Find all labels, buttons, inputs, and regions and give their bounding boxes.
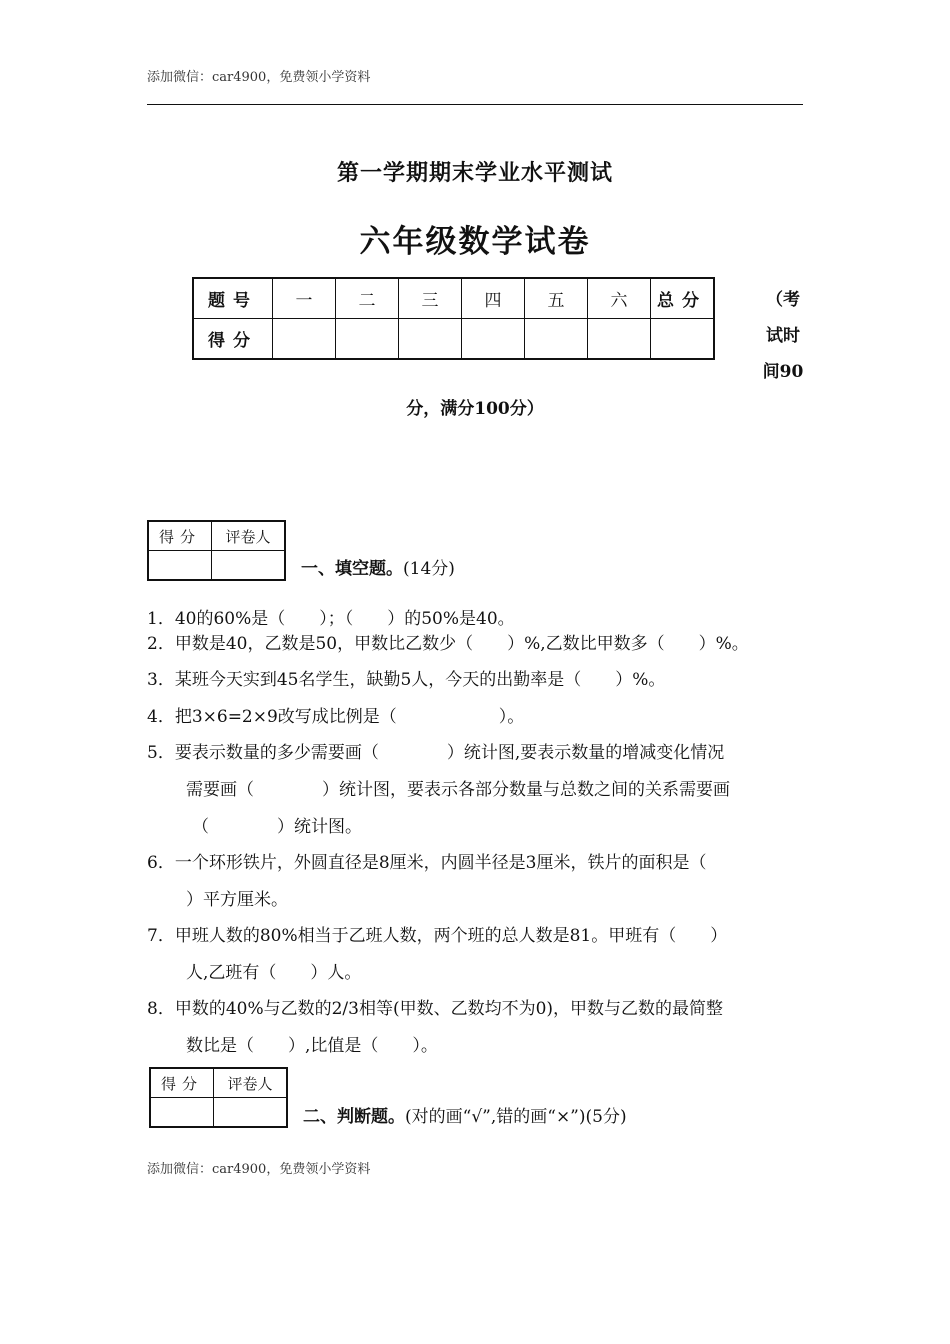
section2-heading <box>303 1102 627 1127</box>
question-2: 2．甲数是40，乙数是50，甲数比乙数少（ ）%,乙数比甲数多（ ）%。 <box>147 634 749 654</box>
grader-name-label: 评卷人 <box>214 1068 288 1098</box>
score-table-row2-label: 得分 <box>193 319 273 360</box>
score-table-col-5: 五 <box>525 278 588 319</box>
grader-box-section1 <box>147 520 286 581</box>
grader-score-cell <box>148 551 212 581</box>
grader-name-cell <box>214 1098 288 1128</box>
score-cell-5 <box>525 319 588 360</box>
exam-title: 六年级数学试卷 <box>359 224 591 260</box>
score-table-row1-label: 题号 <box>193 278 273 319</box>
section1-points: (14分) <box>403 559 455 579</box>
question-7-line-2: 人,乙班有（ ）人。 <box>186 963 362 983</box>
score-table-total-label: 总分 <box>651 278 715 319</box>
section1-title: 一、填空题。 <box>301 559 403 579</box>
grader-score-cell <box>150 1098 214 1128</box>
time-note-continued: 分，满分100分） <box>406 399 544 419</box>
score-cell-1 <box>273 319 336 360</box>
score-cell-2 <box>336 319 399 360</box>
score-cell-3 <box>399 319 462 360</box>
footer-note: 添加微信：car4900，免费领小学资料 <box>147 1162 371 1177</box>
grader-name-cell <box>212 551 286 581</box>
question-6-line-2: ）平方厘米。 <box>186 890 288 910</box>
question-6-line-1: 6．一个环形铁片，外圆直径是8厘米，内圆半径是3厘米，铁片的面积是（ <box>147 853 707 873</box>
header-rule <box>147 104 803 105</box>
score-table <box>192 277 715 360</box>
score-cell-6 <box>588 319 651 360</box>
score-table-col-1: 一 <box>273 278 336 319</box>
grader-name-label: 评卷人 <box>212 521 286 551</box>
question-5-line-3: （ ）统计图。 <box>192 817 362 837</box>
question-4: 4．把3×6=2×9改写成比例是（ ）。 <box>147 707 525 727</box>
question-3: 3．某班今天实到45名学生，缺勤5人，今天的出勤率是（ ）%。 <box>147 670 666 690</box>
grader-box-section2 <box>149 1067 288 1128</box>
score-table-col-3: 三 <box>399 278 462 319</box>
score-cell-4 <box>462 319 525 360</box>
question-8-line-1: 8．甲数的40%与乙数的2/3相等(甲数、乙数均不为0)，甲数与乙数的最简整 <box>147 999 724 1019</box>
score-table-col-4: 四 <box>462 278 525 319</box>
time-note: （考试时间90 <box>762 290 804 382</box>
section2-points: (对的画“√”,错的画“×”)(5分) <box>405 1107 627 1127</box>
question-5-line-1: 5．要表示数量的多少需要画（ ）统计图,要表示数量的增减变化情况 <box>147 743 725 763</box>
question-7-line-1: 7．甲班人数的80%相当于乙班人数，两个班的总人数是81。甲班有（ ） <box>147 926 728 946</box>
question-5-line-2: 需要画（ ）统计图，要表示各部分数量与总数之间的关系需要画 <box>186 780 730 800</box>
exam-subtitle: 第一学期期末学业水平测试 <box>336 160 613 186</box>
score-table-header-row <box>193 278 714 319</box>
score-cell-total <box>651 319 715 360</box>
question-8-line-2: 数比是（ ）,比值是（ ）。 <box>186 1036 438 1056</box>
question-1: 1．40的60%是（ ）；（ ）的50%是40。 <box>147 609 515 629</box>
score-table-col-2: 二 <box>336 278 399 319</box>
score-table-score-row <box>193 319 714 360</box>
section1-heading <box>301 554 455 579</box>
header-note: 添加微信：car4900，免费领小学资料 <box>147 70 371 85</box>
grader-score-label: 得分 <box>150 1068 214 1098</box>
section2-title: 二、判断题。 <box>303 1107 405 1127</box>
score-table-col-6: 六 <box>588 278 651 319</box>
grader-score-label: 得分 <box>148 521 212 551</box>
